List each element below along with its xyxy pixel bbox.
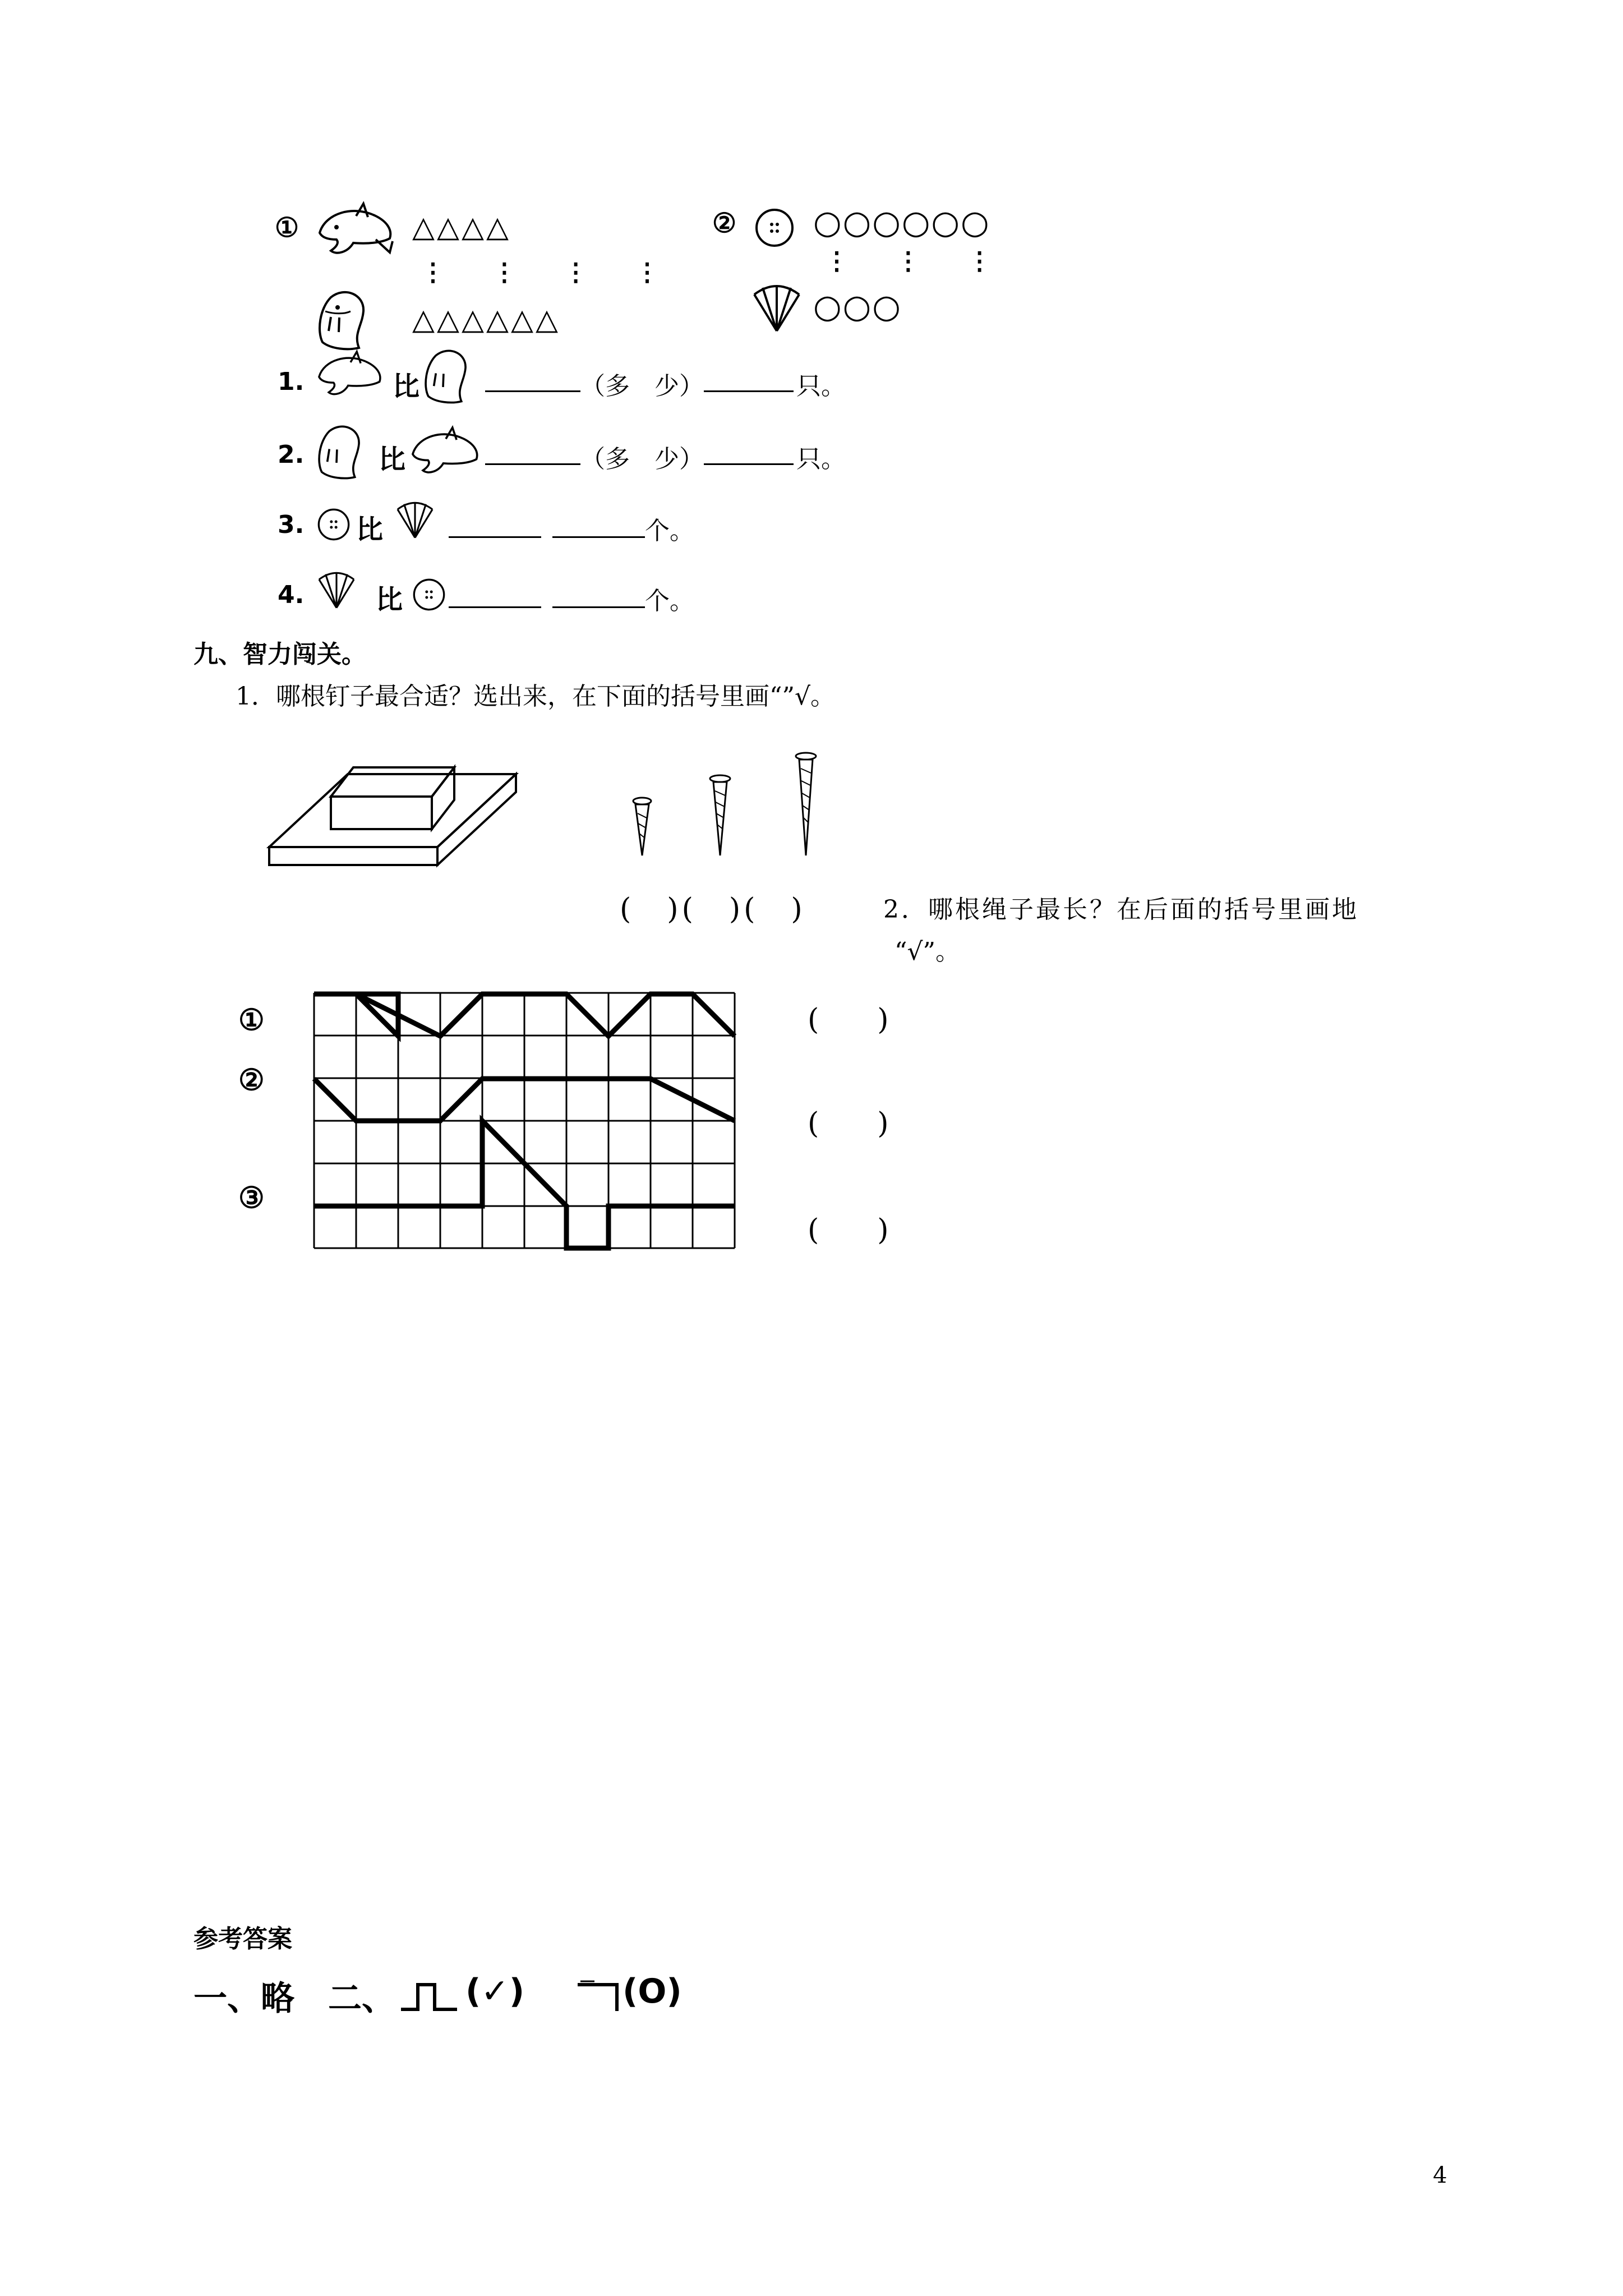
button-icon [754,208,795,248]
nail-icon [708,774,732,858]
rope-grid [314,993,751,1257]
bi-label-1: 比 [393,371,420,402]
dolphin-icon [407,424,485,480]
nail-choice-brackets[interactable]: ( )( )( ) [620,892,806,926]
button-icon [317,508,351,541]
answer-blank-4a[interactable] [449,586,541,608]
answer-blank-2b[interactable] [704,443,794,465]
more-less-options-2: （多 少） [580,445,704,473]
answer-blank-1a[interactable] [485,370,580,392]
answer-blank-4b[interactable] [552,586,645,608]
question-3-number: 3. [278,510,305,539]
fan-icon [395,499,435,541]
question-4-number: 4. [278,581,305,609]
rope-label-3: ③ [238,1181,265,1215]
rope-bracket-1[interactable]: ( ) [808,1003,889,1037]
question-9-1-text: 1．哪根钉子最合适？选出来，在下面的括号里画“”√。 [236,682,836,711]
bi-label-2: 比 [379,444,406,475]
page-number: 4 [1433,2162,1447,2188]
answer-blank-3a[interactable] [449,516,541,538]
unit-3: 个。 [645,517,694,545]
bi-label-3: 比 [356,514,384,545]
rope-bracket-2[interactable]: ( ) [808,1107,889,1140]
fan-icon [317,569,356,611]
answer-blank-3b[interactable] [552,516,645,538]
dolphin-icon [314,348,387,401]
button-icon [412,578,446,611]
question-2-number: 2. [278,440,305,469]
match-dots-2: ⋮ ⋮ ⋮ [824,247,1011,275]
unit-4: 个。 [645,587,694,615]
triangles-row-2: △△△△△△ [412,303,560,337]
section-9-title: 九、智力闯关。 [193,640,366,669]
answers-line: 一、略 二、 [193,1979,395,2018]
answer-blank-2a[interactable] [485,443,580,465]
board-block-icon [264,740,522,875]
question-9-2-line-1: 2．哪根绳子最长？在后面的括号里画地 [883,895,1359,924]
unit-2: 只。 [796,445,846,473]
group-2-label: ② [712,208,737,239]
more-less-options-1: （多 少） [580,372,704,401]
rope-label-2: ② [238,1063,265,1097]
unit-1: 只。 [796,372,846,401]
group-1-label: ① [275,212,299,243]
answers-title: 参考答案 [193,1925,292,1953]
question-9-2-line-2: “√”。 [895,937,961,966]
corner-shape-icon [578,1980,623,2014]
circles-row-2: ○○○ [813,287,902,325]
walrus-icon [421,345,477,407]
question-1-number: 1. [278,367,305,396]
step-shape-icon [401,1980,463,2014]
circles-row-1: ○○○○○○ [813,203,990,241]
dolphin-icon [314,199,398,261]
match-dots-1: ⋮ ⋮ ⋮ ⋮ [421,258,679,287]
triangles-row-1: △△△△ [412,210,511,244]
fan-icon [751,283,802,334]
walrus-icon [314,421,370,482]
answer-blank-1b[interactable] [704,370,794,392]
walrus-icon [314,286,376,353]
nail-icon [794,752,818,858]
bi-label-4: 比 [376,584,403,615]
answer-mark-1: (✓) [465,1972,525,2011]
rope-label-1: ① [238,1003,265,1037]
rope-bracket-3[interactable]: ( ) [808,1213,889,1247]
nail-icon [631,797,653,858]
answer-mark-2: (O) [623,1972,682,2011]
